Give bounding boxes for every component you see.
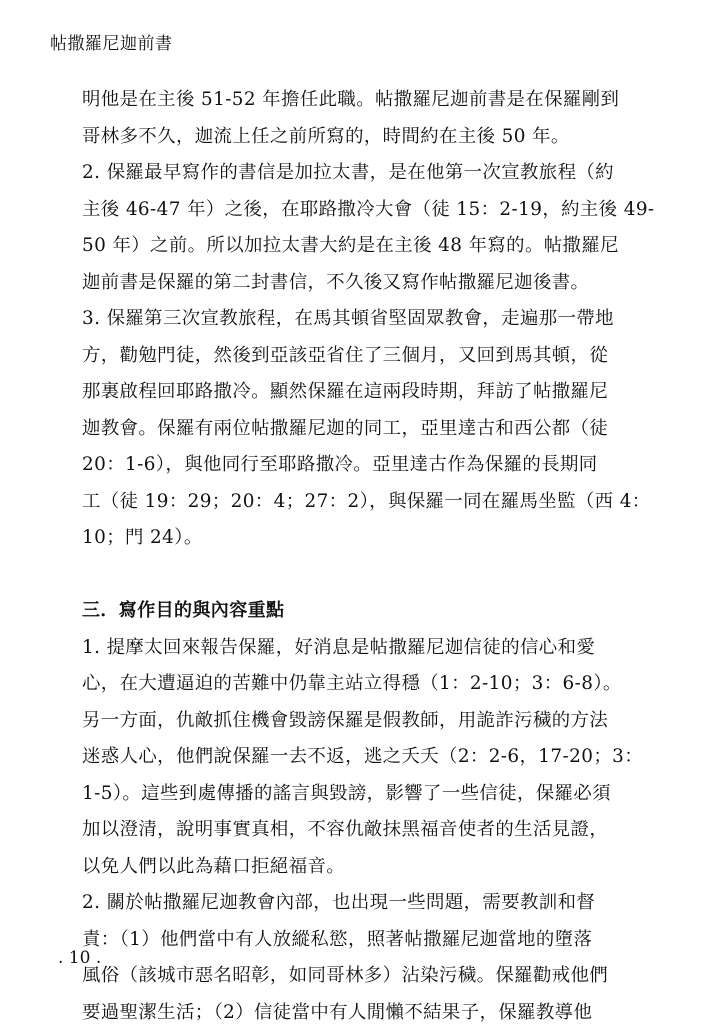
text-line: 2. 關於帖撒羅尼迦教會內部，也出現一些問題，需要教訓和督 — [82, 885, 642, 922]
text-line: 10；門 24）。 — [82, 520, 642, 557]
text-line: 2. 保羅最早寫作的書信是加拉太書，是在他第一次宣教旅程（約 — [82, 155, 642, 192]
section-heading: 三．寫作目的與內容重點 — [82, 593, 642, 630]
text-line: 3. 保羅第三次宣教旅程，在馬其頓省堅固眾教會，走遍那一帶地 — [82, 301, 642, 338]
text-line: 迷惑人心，他們說保羅一去不返，逃之夭夭（2：2-6，17-20；3： — [82, 739, 642, 776]
text-line: 另一方面，仇敵抓住機會毀謗保羅是假教師，用詭詐污穢的方法 — [82, 703, 642, 740]
text-line: 心，在大遭逼迫的苦難中仍靠主站立得穩（1：2-10；3：6-8）。 — [82, 666, 642, 703]
text-line: 加以澄清，說明事實真相，不容仇敵抹黑福音使者的生活見證， — [82, 812, 642, 849]
text-line: 哥林多不久，迦流上任之前所寫的，時間約在主後 50 年。 — [82, 119, 642, 156]
text-line: 主後 46-47 年）之後，在耶路撒冷大會（徒 15：2-19，約主後 49- — [82, 192, 642, 229]
text-line: 以免人們以此為藉口拒絕福音。 — [82, 849, 642, 886]
body-text — [82, 82, 642, 1031]
running-header: 帖撒羅尼迦前書 — [50, 32, 173, 56]
text-line: 風俗（該城市惡名昭彰，如同哥林多）沾染污穢。保羅勸戒他們 — [82, 958, 642, 995]
text-line: 迦前書是保羅的第二封書信，不久後又寫作帖撒羅尼迦後書。 — [82, 265, 642, 302]
text-line: 責：（1）他們當中有人放縱私慾，照著帖撒羅尼迦當地的墮落 — [82, 922, 642, 959]
page-number: . 10 . — [58, 946, 101, 970]
text-line: 50 年）之前。所以加拉太書大約是在主後 48 年寫的。帖撒羅尼 — [82, 228, 642, 265]
paragraph-gap — [82, 557, 642, 594]
text-line: 1-5）。這些到處傳播的謠言與毀謗，影響了一些信徒，保羅必須 — [82, 776, 642, 813]
text-line: 20：1-6），與他同行至耶路撒冷。亞里達古作為保羅的長期同 — [82, 447, 642, 484]
text-line: 方，勸勉門徒，然後到亞該亞省住了三個月，又回到馬其頓，從 — [82, 338, 642, 375]
text-line: 1. 提摩太回來報告保羅，好消息是帖撒羅尼迦信徒的信心和愛 — [82, 630, 642, 667]
text-line: 工（徒 19：29；20：4；27：2），與保羅一同在羅馬坐監（西 4： — [82, 484, 642, 521]
text-line: 那裏啟程回耶路撒冷。顯然保羅在這兩段時期，拜訪了帖撒羅尼 — [82, 374, 642, 411]
text-line: 要過聖潔生活；（2）信徒當中有人閒懶不結果子，保羅教導他 — [82, 995, 642, 1031]
text-line: 明他是在主後 51-52 年擔任此職。帖撒羅尼迦前書是在保羅剛到 — [82, 82, 642, 119]
text-line: 迦教會。保羅有兩位帖撒羅尼迦的同工，亞里達古和西公都（徒 — [82, 411, 642, 448]
